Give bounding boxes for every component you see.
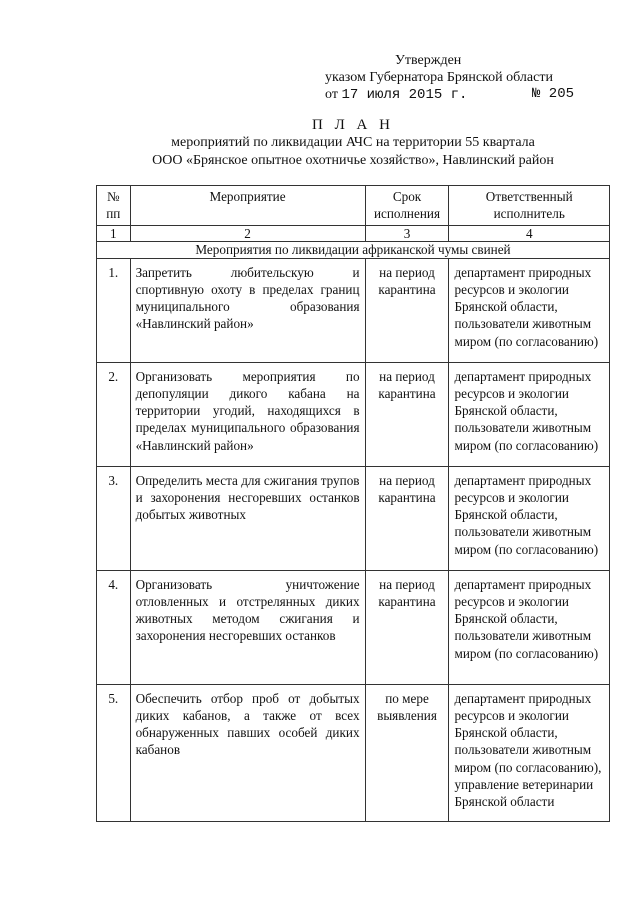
row-responsible: департамент природных ресурсов и экологии Брянской области, пользователи животным миром (по согласованию) <box>449 466 610 570</box>
row-num: 1. <box>97 258 131 362</box>
column-number: 1 <box>97 225 131 241</box>
row-deadline: на период карантина <box>365 466 449 570</box>
column-number-row <box>97 225 610 241</box>
row-event: Организовать мероприятия по депопуляции дикого кабана на территории угодий, находящихся в пределах муниципального образования «Навлинский район» <box>130 362 365 466</box>
row-responsible: департамент природных ресурсов и экологии Брянской области, пользователи животным миром (по согласованию), управление ветеринарии Брянской области <box>449 684 610 821</box>
approval-authority: указом Губернатора Брянской области <box>325 70 553 85</box>
table-row <box>97 466 610 570</box>
document-heading <box>96 116 610 170</box>
row-responsible: департамент природных ресурсов и экологии Брянской области, пользователи животным миром (по согласованию) <box>449 362 610 466</box>
header-responsible: Ответственный исполнитель <box>449 186 610 226</box>
row-deadline: по мере выявления <box>365 684 449 821</box>
table-header-row <box>97 186 610 226</box>
row-event: Запретить любительскую и спортивную охоту в пределах границ муниципального образования «Навлинский район» <box>130 258 365 362</box>
document-subtitle-line2: ООО «Брянское опытное охотничье хозяйство», Навлинский район <box>152 153 554 168</box>
approval-date-line <box>325 86 625 104</box>
row-event: Обеспечить отбор проб от добытых диких кабанов, а также от всех обнаруженных павших особей диких кабанов <box>130 684 365 821</box>
table-row <box>97 362 610 466</box>
document-title: П Л А Н <box>312 117 394 133</box>
plan-table <box>96 185 610 822</box>
row-event: Организовать уничтожение отловленных и отстрелянных диких животных методом сжигания и захоронения несгоревших останков <box>130 570 365 684</box>
header-deadline: Срок исполнения <box>365 186 449 226</box>
row-event: Определить места для сжигания трупов и захоронения несгоревших останков добытых животных <box>130 466 365 570</box>
row-deadline: на период карантина <box>365 570 449 684</box>
approval-date: 17 июля 2015 г. <box>341 87 468 103</box>
column-number: 4 <box>449 225 610 241</box>
row-deadline: на период карантина <box>365 258 449 362</box>
row-num: 3. <box>97 466 131 570</box>
row-num: 4. <box>97 570 131 684</box>
header-event: Мероприятие <box>130 186 365 226</box>
approval-title: Утвержден <box>395 53 462 68</box>
column-number: 3 <box>365 225 449 241</box>
row-responsible: департамент природных ресурсов и экологии Брянской области, пользователи животным миром (по согласованию) <box>449 258 610 362</box>
approval-block <box>325 52 625 104</box>
column-number: 2 <box>130 225 365 241</box>
document-subtitle-line1: мероприятий по ликвидации АЧС на территории 55 квартала <box>171 135 535 150</box>
row-num: 2. <box>97 362 131 466</box>
table-row <box>97 570 610 684</box>
header-num: № пп <box>97 186 131 226</box>
row-responsible: департамент природных ресурсов и экологии Брянской области, пользователи животным миром (по согласованию) <box>449 570 610 684</box>
row-deadline: на период карантина <box>365 362 449 466</box>
section-title: Мероприятия по ликвидации африканской чумы свиней <box>97 241 610 258</box>
row-num: 5. <box>97 684 131 821</box>
approval-date-prefix: от <box>325 87 338 102</box>
section-row <box>97 241 610 258</box>
table-row <box>97 684 610 821</box>
table-row <box>97 258 610 362</box>
approval-number: № 205 <box>532 86 575 102</box>
